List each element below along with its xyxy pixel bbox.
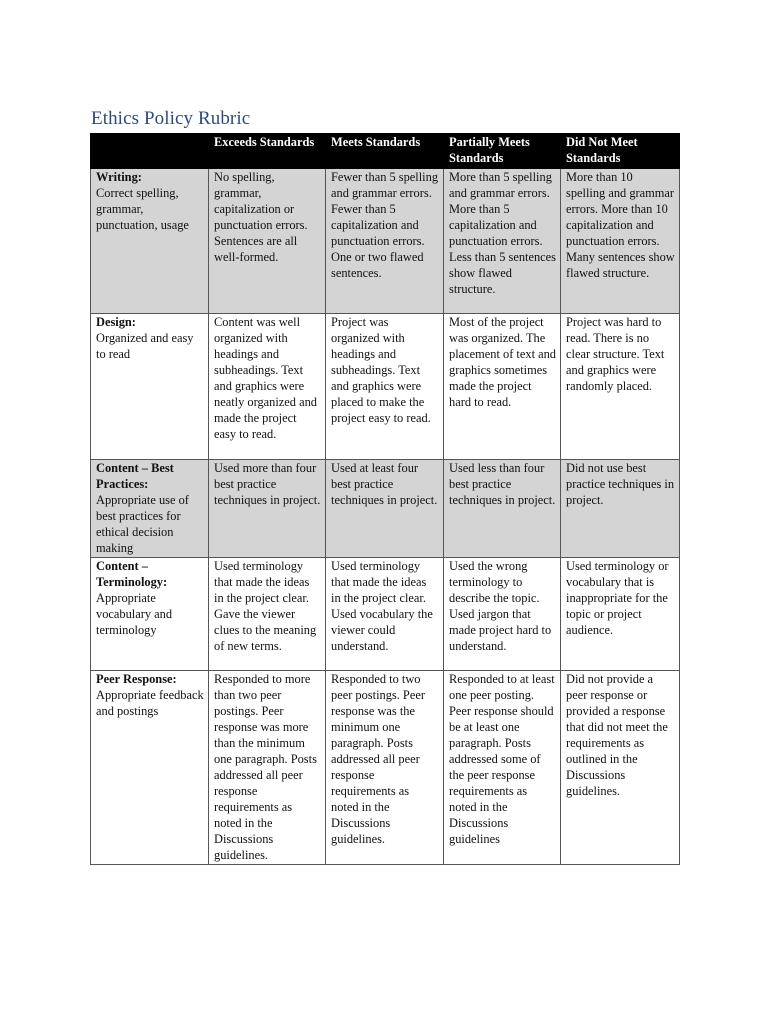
meets-cell: Project was organized with headings and subheadings. Text and graphics were placed to make the project easy to read. bbox=[326, 314, 444, 460]
meets-cell: Used terminology that made the ideas in the project clear. Used vocabulary the viewer could understand. bbox=[326, 558, 444, 671]
did-not-cell: More than 10 spelling and grammar errors. More than 10 capitalization and punctuation errors. Many sentences show flawed structure. bbox=[561, 169, 680, 314]
did-not-cell: Used terminology or vocabulary that is inappropriate for the topic or project audience. bbox=[561, 558, 680, 671]
partially-cell: Used the wrong terminology to describe the topic. Used jargon that made project hard to understand. bbox=[444, 558, 561, 671]
partially-cell: Most of the project was organized. The placement of text and graphics sometimes made the project hard to read. bbox=[444, 314, 561, 460]
header-cell-partially: Partially Meets Standards bbox=[444, 134, 561, 169]
exceeds-cell: Used terminology that made the ideas in the project clear. Gave the viewer clues to the meaning of new terms. bbox=[209, 558, 326, 671]
did-not-cell: Project was hard to read. There is no clear structure. Text and graphics were randomly placed. bbox=[561, 314, 680, 460]
table-row bbox=[91, 558, 680, 671]
exceeds-cell: Responded to more than two peer postings. Peer response was more than the minimum one paragraph. Posts addressed all peer response requirements as noted in the Discussions guidelines. bbox=[209, 671, 326, 865]
exceeds-cell: No spelling, grammar, capitalization or punctuation errors. Sentences are all well-formed. bbox=[209, 169, 326, 314]
criterion-cell bbox=[91, 558, 209, 671]
criterion-name: Writing: bbox=[96, 170, 142, 184]
meets-cell: Responded to two peer postings. Peer response was the minimum one paragraph. Posts addressed all peer response requirements as noted in the Discussions guidelines. bbox=[326, 671, 444, 865]
criterion-name: Peer Response: bbox=[96, 672, 177, 686]
criterion-name: Content – Best Practices: bbox=[96, 461, 174, 491]
exceeds-cell: Content was well organized with headings and subheadings. Text and graphics were neatly organized and made the project easy to read. bbox=[209, 314, 326, 460]
header-cell-meets: Meets Standards bbox=[326, 134, 444, 169]
table-row bbox=[91, 671, 680, 865]
exceeds-cell: Used more than four best practice techniques in project. bbox=[209, 460, 326, 558]
table-row bbox=[91, 460, 680, 558]
header-cell-exceeds: Exceeds Standards bbox=[209, 134, 326, 169]
criterion-cell bbox=[91, 314, 209, 460]
criterion-description: Correct spelling, grammar, punctuation, usage bbox=[96, 186, 189, 232]
partially-cell: Used less than four best practice techniques in project. bbox=[444, 460, 561, 558]
rubric-table bbox=[90, 133, 680, 865]
criterion-cell bbox=[91, 460, 209, 558]
header-cell-did-not: Did Not Meet Standards bbox=[561, 134, 680, 169]
table-row bbox=[91, 314, 680, 460]
did-not-cell: Did not use best practice techniques in project. bbox=[561, 460, 680, 558]
meets-cell: Used at least four best practice techniques in project. bbox=[326, 460, 444, 558]
criterion-cell bbox=[91, 169, 209, 314]
criterion-description: Appropriate feedback and postings bbox=[96, 688, 204, 718]
document-title: Ethics Policy Rubric bbox=[91, 108, 251, 129]
criterion-description: Organized and easy to read bbox=[96, 331, 194, 361]
criterion-name: Content – Terminology: bbox=[96, 559, 168, 589]
did-not-cell: Did not provide a peer response or provided a response that did not meet the requirements as outlined in the Discussions guidelines. bbox=[561, 671, 680, 865]
criterion-description: Appropriate vocabulary and terminology bbox=[96, 591, 173, 637]
criterion-cell bbox=[91, 671, 209, 865]
criterion-description: Appropriate use of best practices for ethical decision making bbox=[96, 493, 189, 555]
table-row bbox=[91, 169, 680, 314]
partially-cell: More than 5 spelling and grammar errors. More than 5 capitalization and punctuation errors. Less than 5 sentences show flawed structure. bbox=[444, 169, 561, 314]
meets-cell: Fewer than 5 spelling and grammar errors. Fewer than 5 capitalization and punctuation errors. One or two flawed sentences. bbox=[326, 169, 444, 314]
header-row bbox=[91, 134, 680, 169]
criterion-name: Design: bbox=[96, 315, 136, 329]
partially-cell: Responded to at least one peer posting. Peer response should be at least one paragraph. Posts addressed some of the peer response requirements as noted in the Discussions guidelines bbox=[444, 671, 561, 865]
header-cell-criteria bbox=[91, 134, 209, 169]
